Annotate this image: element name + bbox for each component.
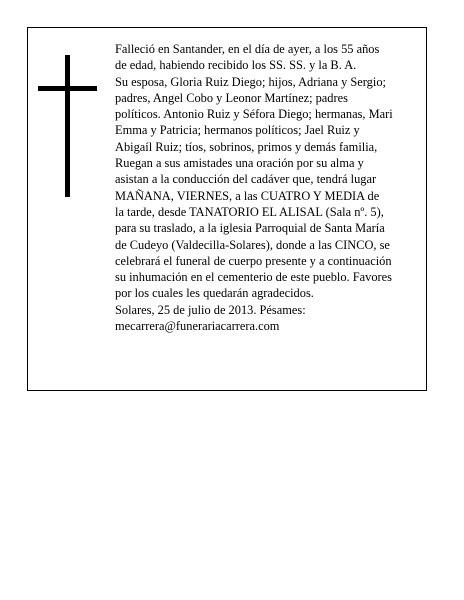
text-line: MAÑANA, VIERNES, a las CUATRO Y MEDIA de (115, 188, 380, 203)
text-line: Abigaíl Ruiz; tíos, sobrinos, primos y demás familia, (115, 139, 378, 154)
text-line: políticos. Antonio Ruiz y Séfora Diego; hermanas, Mari (115, 107, 393, 122)
text-line: asistan a la conducción del cadáver que, tendrá lugar (115, 172, 377, 187)
email-link[interactable]: mecarrera@funerariacarrera.com (115, 319, 280, 334)
text-line: de edad, habiendo recibido los SS. SS. y la B. A. (115, 58, 357, 73)
text-line: celebrará el funeral de cuerpo presente y a continuación (115, 253, 392, 268)
text-line: su inhumación en el cementerio de este pueblo. Favores (115, 270, 392, 285)
text-line: por los cuales les quedarán agradecidos. (115, 286, 314, 301)
cross-icon-crossbar (38, 86, 97, 91)
text-line: Falleció en Santander, en el día de ayer, a los 55 años (115, 42, 380, 56)
text-line: padres, Angel Cobo y Leonor Martínez; padres (115, 90, 348, 105)
obituary-text (115, 41, 419, 334)
text-line: la tarde, desde TANATORIO EL ALISAL (Sala nº. 5), (115, 204, 384, 219)
text-line: Solares, 25 de julio de 2013. Pésames: (115, 302, 306, 317)
text-line: Emma y Patricia; hermanos políticos; Jael Ruiz y (115, 123, 360, 138)
text-line: Ruegan a sus amistades una oración por su alma y (115, 156, 364, 171)
text-line: para su traslado, a la iglesia Parroquial de Santa María (115, 221, 385, 236)
text-line: de Cudeyo (Valdecilla-Solares), donde a las CINCO, se (115, 237, 390, 252)
text-line: Su esposa, Gloria Ruiz Diego; hijos, Adriana y Sergio; (115, 74, 386, 89)
cross-icon (65, 55, 70, 197)
